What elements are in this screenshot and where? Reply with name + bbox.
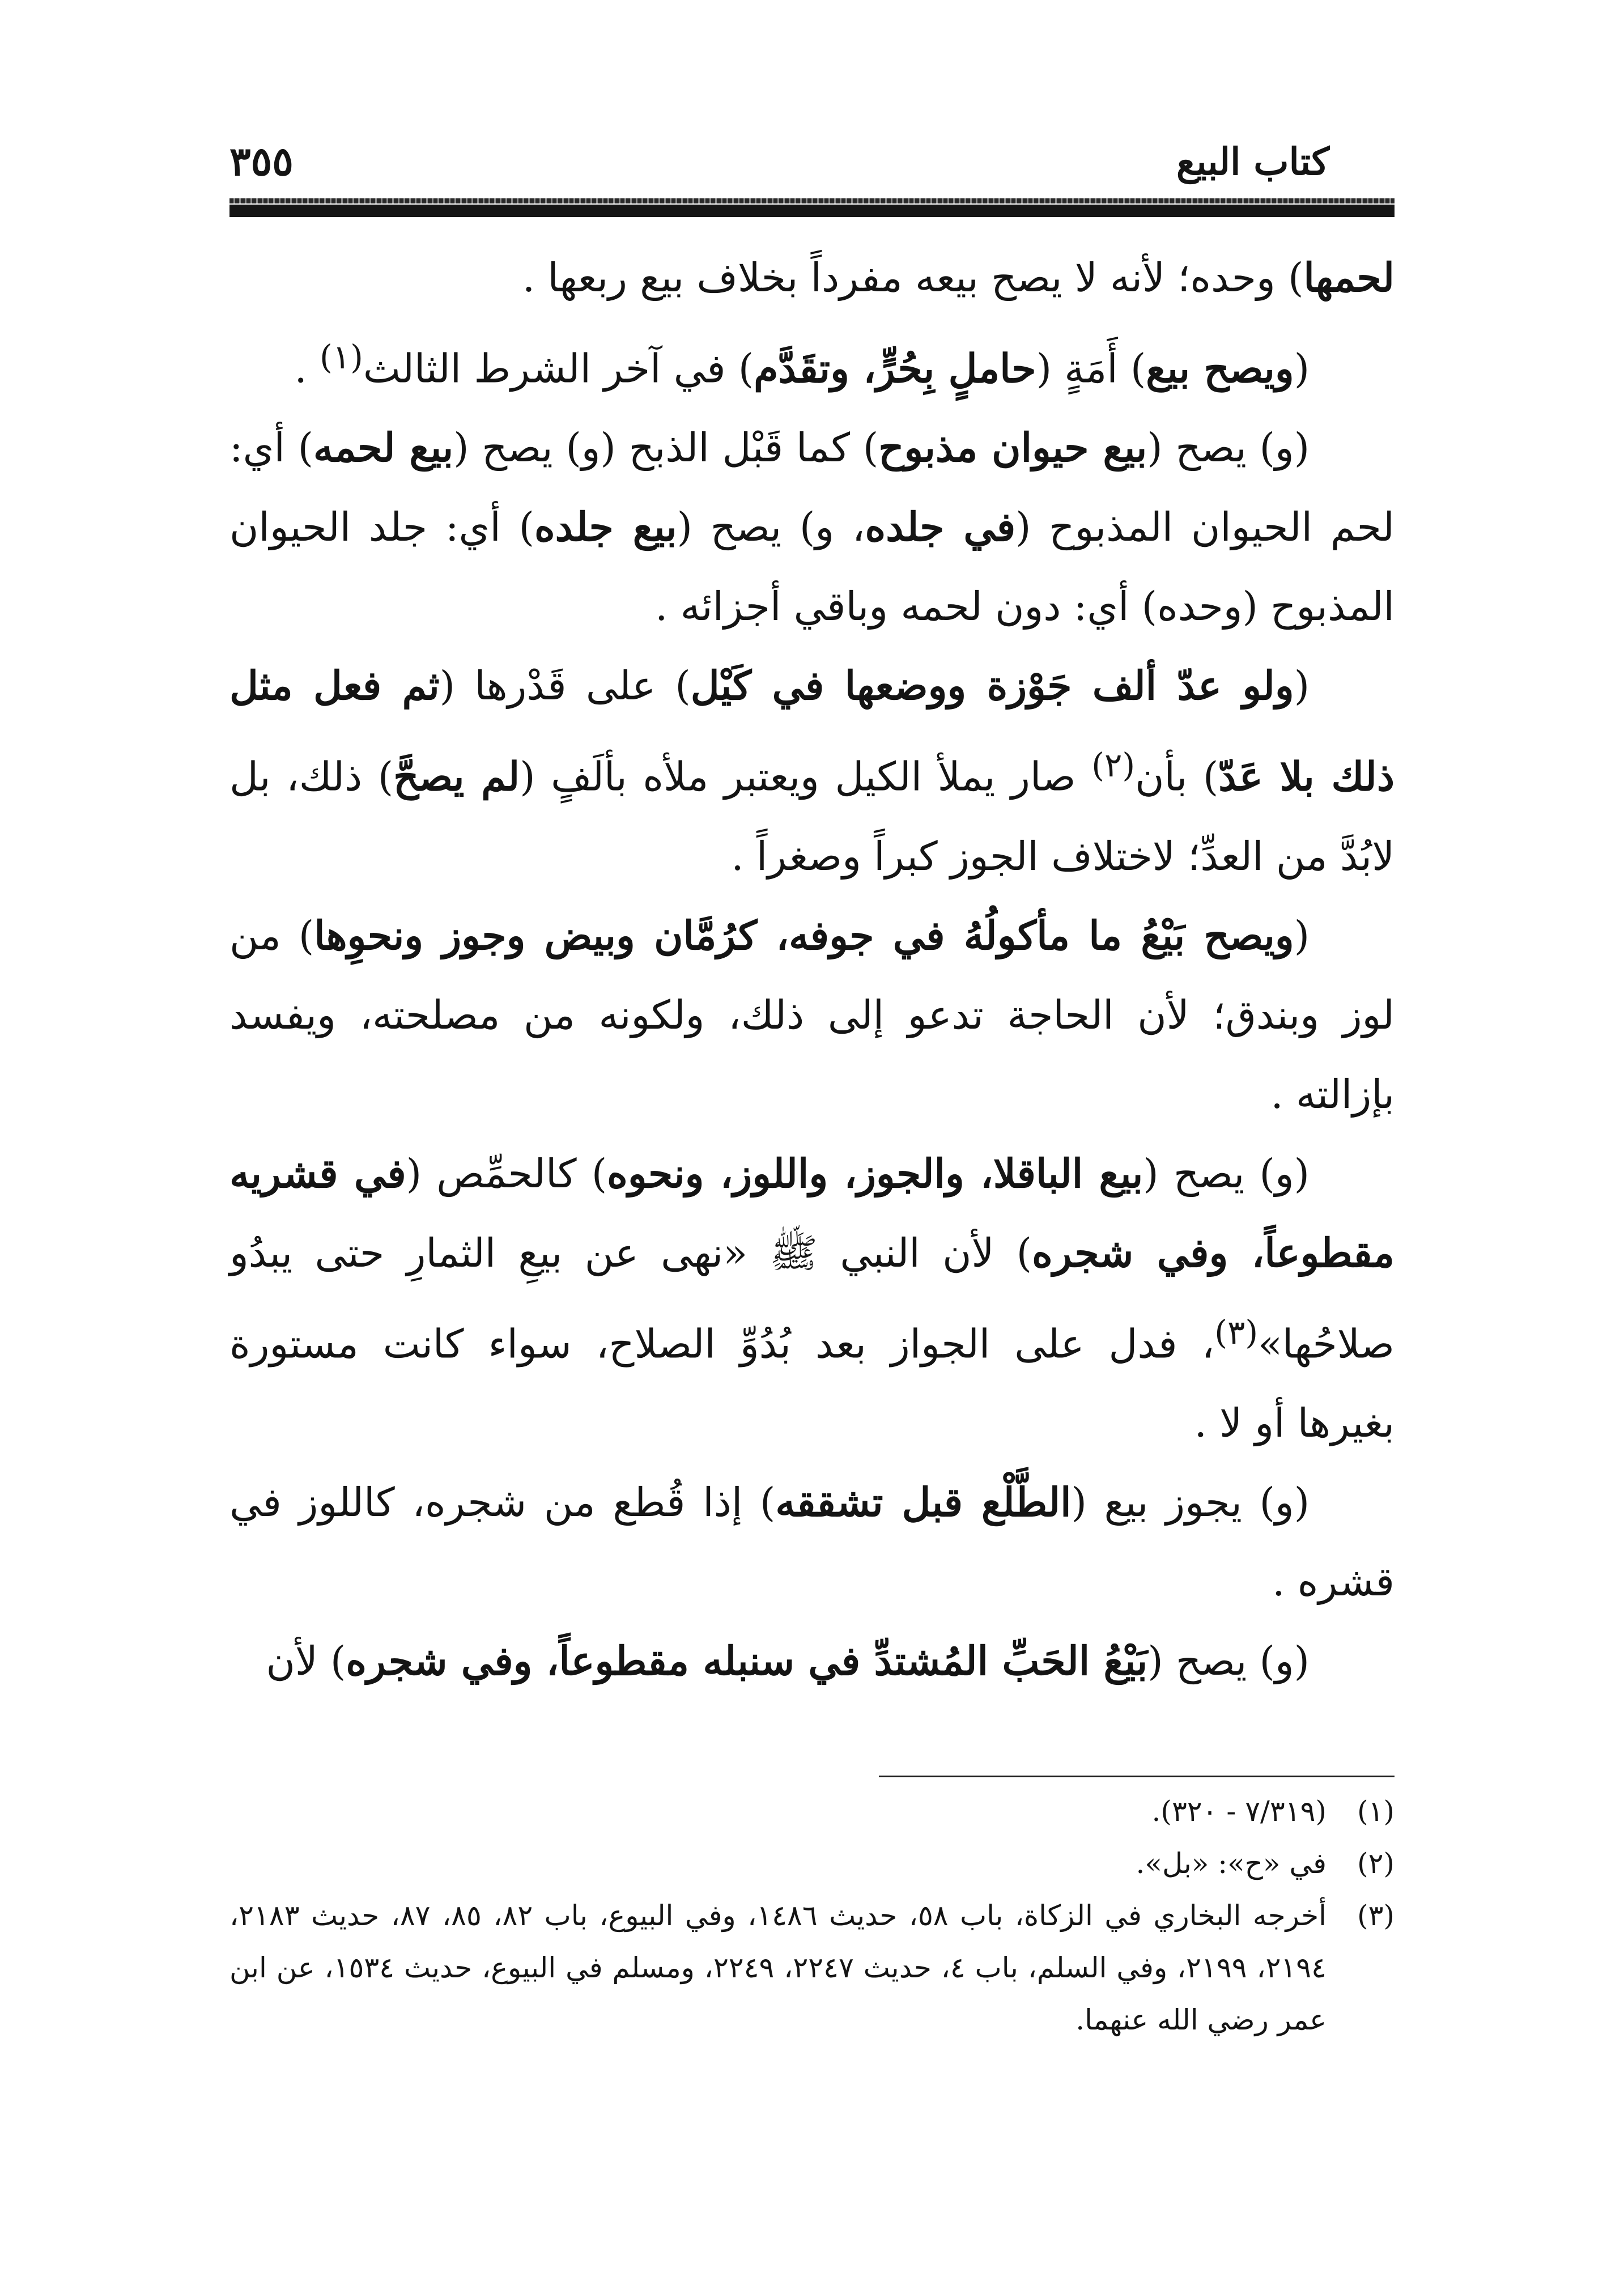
paragraph-3 — [216, 408, 1395, 646]
bold-phrase: في جلده — [865, 503, 1016, 551]
paragraph-1 — [229, 238, 1395, 317]
bold-phrase: ويصح بيع — [1146, 345, 1294, 392]
footnote-mark: (٣) — [1357, 1899, 1395, 1932]
paragraph-8 — [229, 1621, 1395, 1701]
text-run: ) لأن النبي ﷺ «نهى عن بيعِ الثمارِ حتى يبدُو صلاحُها» — [216, 1229, 1395, 1367]
footnote-separator — [879, 1776, 1395, 1777]
bold-phrase: حاملٍ بِحُرٍّ، وتقَدَّم — [754, 345, 1036, 392]
bold-phrase: بيع حيوان مذبوح — [878, 424, 1147, 472]
text-run: ) أي: جلد الحيوان المذبوح (وحده) أي: دون لحمه وباقي أجزائه . — [216, 504, 1395, 630]
page-number: ٣٥٥ — [229, 138, 294, 185]
bold-phrase: بيع جلده — [534, 503, 677, 551]
text-run: ( — [1294, 345, 1310, 392]
footnote — [229, 1837, 1395, 1889]
footnote-text: (٧/٣١٩ - ٣٢٠). — [1151, 1795, 1327, 1828]
footnotes — [220, 1785, 1395, 2046]
text-run: ( — [1294, 912, 1310, 959]
bold-phrase: لحمها — [1303, 254, 1395, 301]
text-run: ) من لوز وبندق؛ لأن الحاجة تدعو إلى ذلك، ولكونه من مصلحته، ويفسد بإزالته . — [216, 912, 1395, 1118]
bold-phrase: بيع الباقلا، والجوز، واللوز، ونحوه — [607, 1149, 1143, 1197]
paragraph-4 — [215, 646, 1395, 895]
bold-phrase: لم يصحَّ — [393, 753, 520, 800]
text-run: ) أي: لحم الحيوان المذبوح ( — [216, 424, 1395, 551]
footnote-mark: (١) — [1357, 1795, 1395, 1828]
body-text — [215, 238, 1395, 1701]
bold-phrase: الطَّلْع قبل تشققه — [775, 1478, 1072, 1526]
text-run: ) في آخر الشرط الثالث — [363, 345, 754, 392]
text-run: ( — [1294, 663, 1310, 710]
text-run: صار يملأ الكيل ويعتبر ملأه بألَفٍ ( — [520, 753, 1092, 800]
footnote-text: في «ح»: «بل». — [1136, 1847, 1327, 1880]
text-run: ) بأن — [1135, 753, 1219, 800]
header-rule-thin — [229, 198, 1395, 203]
paragraph-2 — [229, 317, 1395, 408]
paragraph-5 — [216, 896, 1395, 1134]
text-run: ، و) يصح ( — [677, 504, 865, 551]
bold-phrase: ويصح بَيْعُ ما مأكولُهُ في جوفه، كرُمَّان وبيض وجوز ونحوِها — [314, 911, 1294, 959]
footnote-ref-3: (٣) — [1214, 1313, 1259, 1352]
page-header — [229, 130, 1395, 193]
header-rule-thick — [229, 205, 1395, 217]
text-run: (و) يجوز بيع ( — [1071, 1479, 1310, 1526]
footnote — [220, 1889, 1395, 2046]
text-run: ) ذلك، بل لابُدَّ من العدِّ؛ لاختلاف الجوز كبراً وصغراً . — [216, 753, 1395, 880]
bold-phrase: بيع لحمه — [313, 424, 454, 472]
text-run: ) كالحمِّص ( — [406, 1150, 607, 1197]
text-run: (و) يصح ( — [1143, 1150, 1310, 1197]
running-title: كتاب البيع — [1176, 139, 1329, 184]
paragraph-6 — [215, 1134, 1395, 1463]
text-run: ) كما قَبْل الذبح (و) يصح ( — [453, 424, 879, 472]
footnote-ref-2: (٢) — [1091, 746, 1136, 785]
footnote-text: أخرجه البخاري في الزكاة، باب ٥٨، حديث ١٤٨٦، وفي البيوع، باب ٨٢، ٨٥، ٨٧، حديث ٢١٨٣، ٢١٩٤، ٢١٩٩، وفي السلم، باب ٤، حديث ٢٢٤٧، ٢٢٤٩، ومسلم في البيوع، حديث ١٥٣٤، عن ابن عمر رضي الله عنهما. — [220, 1899, 1327, 2036]
text-run: ) أَمَةٍ ( — [1036, 345, 1146, 392]
text-run: ) وحده؛ لأنه لا يصح بيعه مفرداً بخلاف بيع ربعها . — [522, 254, 1304, 301]
footnote — [229, 1785, 1395, 1837]
text-run: ) إذا قُطع من شجره، كاللوز في قشره . — [216, 1479, 1395, 1605]
text-run: . — [294, 345, 320, 392]
text-run: (و) يصح ( — [1147, 1637, 1310, 1684]
bold-phrase: ثم فعل مثل ذلك بلا عَدّ — [215, 662, 1395, 800]
text-run: (و) يصح ( — [1147, 424, 1310, 472]
text-run: ) لأن — [266, 1637, 346, 1684]
text-run: ، فدل على الجواز بعد بُدُوِّ الصلاح، سواء كانت مستورة بغيرها أو لا . — [216, 1320, 1395, 1446]
paragraph-7 — [216, 1463, 1395, 1621]
footnote-ref-1: (١) — [319, 338, 363, 376]
text-run: ) على قَدْرها ( — [439, 663, 691, 710]
bold-phrase: ولو عدّ ألف جَوْزة ووضعها في كَيْل — [690, 662, 1294, 710]
bold-phrase: في قشريه مقطوعاً، وفي شجره — [215, 1149, 1395, 1276]
bold-phrase: بَيْعُ الحَبِّ المُشتدِّ في سنبله مقطوعاً، وفي شجره — [346, 1637, 1148, 1684]
footnote-mark: (٢) — [1357, 1847, 1395, 1880]
